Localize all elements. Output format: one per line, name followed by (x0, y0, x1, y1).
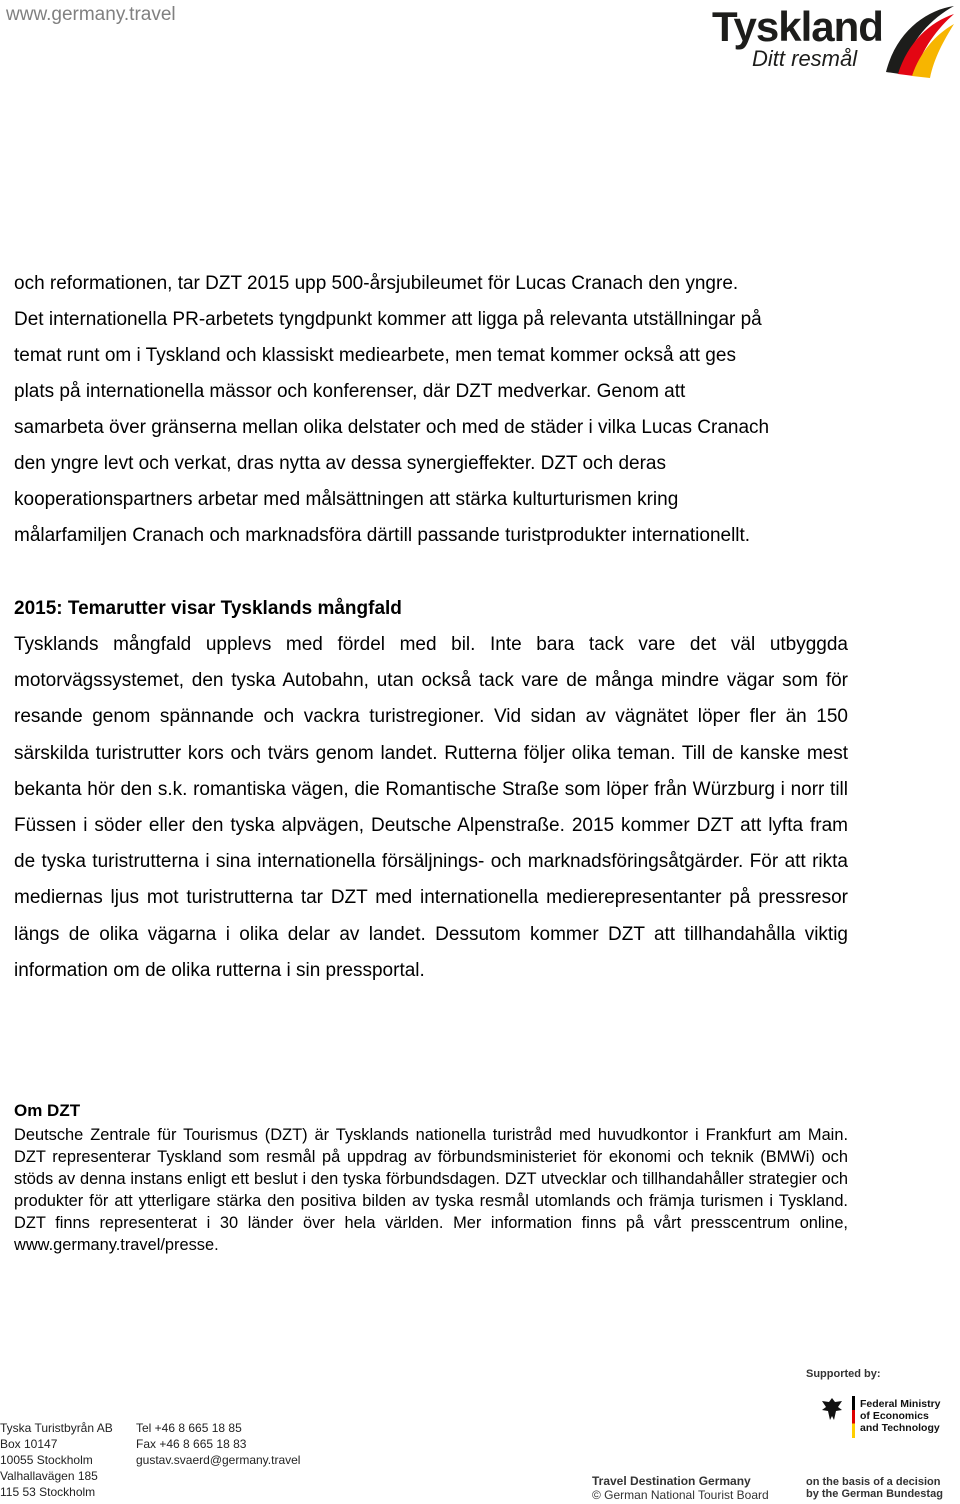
bundestag-line: on the basis of a decision (806, 1476, 941, 1488)
email-link[interactable]: gustav.svaerd@germany.travel (136, 1453, 301, 1467)
ministry-line: and Technology (860, 1422, 940, 1434)
site-url[interactable]: www.germany.travel (6, 4, 176, 25)
ministry-line: Federal Ministry (860, 1398, 941, 1410)
ministry-logo (820, 1392, 960, 1452)
about-heading: Om DZT (14, 1101, 81, 1120)
fax-number: Fax +46 8 665 18 83 (136, 1437, 247, 1451)
routes-paragraph: Tysklands mångfald upplevs med fördel med bil. Inte bara tack vare det väl utbyggda motorvägssystemet, den tyska Autobahn, utan också tack vare de många mindre vägar som för resande genom spännande och vackra turistregioner. Vid sidan av vägnätet löper fler än 150 särskilda turistrutter kors och tvärs genom landet. Rutterna följer olika teman. Till de kanske mest bekanta hör den s.k. romantiska vägen, die Romantische Straße som löper från Würzburg i norr till Füssen i söder eller den tyska alpvägen, Deutsche Alpenstraße. 2015 kommer DZT att lyfta fram de tyska turistrutterna i sina internationella försäljnings- och marknadsföringsåtgärder. För att rikta mediernas ljus mot turistrutterna tar DZT med internationella medierepresentanter på pressresor längs de olika vägarna i olika delar av landet. Dessutom kommer DZT att tillhandahålla viktig information om de olika rutterna i sin pressportal. (14, 634, 848, 981)
text-line: samarbeta över gränserna mellan olika delstater och med de städer i vilka Lucas Cranach (14, 417, 770, 438)
text-line: den yngre levt och verkat, dras nytta av dessa synergieffekter. DZT och deras (14, 453, 666, 474)
text-line: plats på internationella mässor och konferenser, där DZT medverkar. Genom att (14, 381, 686, 402)
address-line: Tyska Turistbyrån AB (0, 1421, 113, 1435)
phone-number: Tel +46 8 665 18 85 (136, 1421, 242, 1435)
text-line: kooperationspartners arbetar med målsättningen att stärka kulturturismen kring (14, 489, 679, 510)
address-line: Box 10147 (0, 1437, 58, 1451)
logo-title: Tyskland (712, 3, 883, 50)
flag-bar-icon (852, 1396, 855, 1438)
bundestag-note (806, 1476, 943, 1500)
tyskland-logo (712, 2, 956, 82)
footer-contact (136, 1420, 300, 1468)
supported-by-label: Supported by: (806, 1368, 881, 1380)
ministry-line: of Economics (860, 1410, 929, 1422)
ministry-name (860, 1398, 941, 1434)
about-paragraph: Deutsche Zentrale für Tourismus (DZT) är Tysklands nationella turistråd med huvudkontor i Frankfurt am Main. DZT representerar Tyskland som resmål på uppdrag av förbundsministeriet för ekonomi och teknik (BMWi) och stöds av denna instans enligt ett beslut i den tyska förbundsdagen. DZT utvecklar och tillhandahåller strategier och produkter för att ytterligare stärka den positiva bilden av tyska resmål utomlands och främja turismen i Tyskland. DZT finns representerat i 30 länder över hela världen. Mer information finns på vårt presscentrum online, www.germany.travel/presse. (14, 1126, 848, 1254)
bundestag-line: by the German Bundestag (806, 1488, 943, 1500)
address-line: 10055 Stockholm (0, 1453, 93, 1467)
swoosh-logo-icon (876, 2, 956, 82)
text-line: Det internationella PR-arbetets tyngdpunkt kommer att ligga på relevanta utställningar på (14, 309, 762, 330)
text-line: målarfamiljen Cranach och marknadsföra därtill passande turistprodukter internationellt. (14, 525, 751, 546)
text-line: temat runt om i Tyskland och klassiskt mediearbete, men temat kommer också att ges (14, 345, 736, 366)
address-line: 115 53 Stockholm (0, 1485, 96, 1499)
address-line: Valhallavägen 185 (0, 1469, 98, 1483)
logo-subtitle: Ditt resmål (752, 46, 858, 71)
tdg-label (592, 1474, 769, 1502)
tdg-title: Travel Destination Germany (592, 1474, 751, 1488)
section-heading: 2015: Temarutter visar Tysklands mångfald (14, 598, 402, 619)
main-paragraph (14, 266, 848, 554)
footer-address (0, 1420, 113, 1500)
text-line: och reformationen, tar DZT 2015 upp 500-årsjubileumet för Lucas Cranach den yngre. (14, 273, 739, 294)
federal-eagle-icon (820, 1396, 844, 1424)
tdg-subtitle: © German National Tourist Board (592, 1488, 769, 1502)
